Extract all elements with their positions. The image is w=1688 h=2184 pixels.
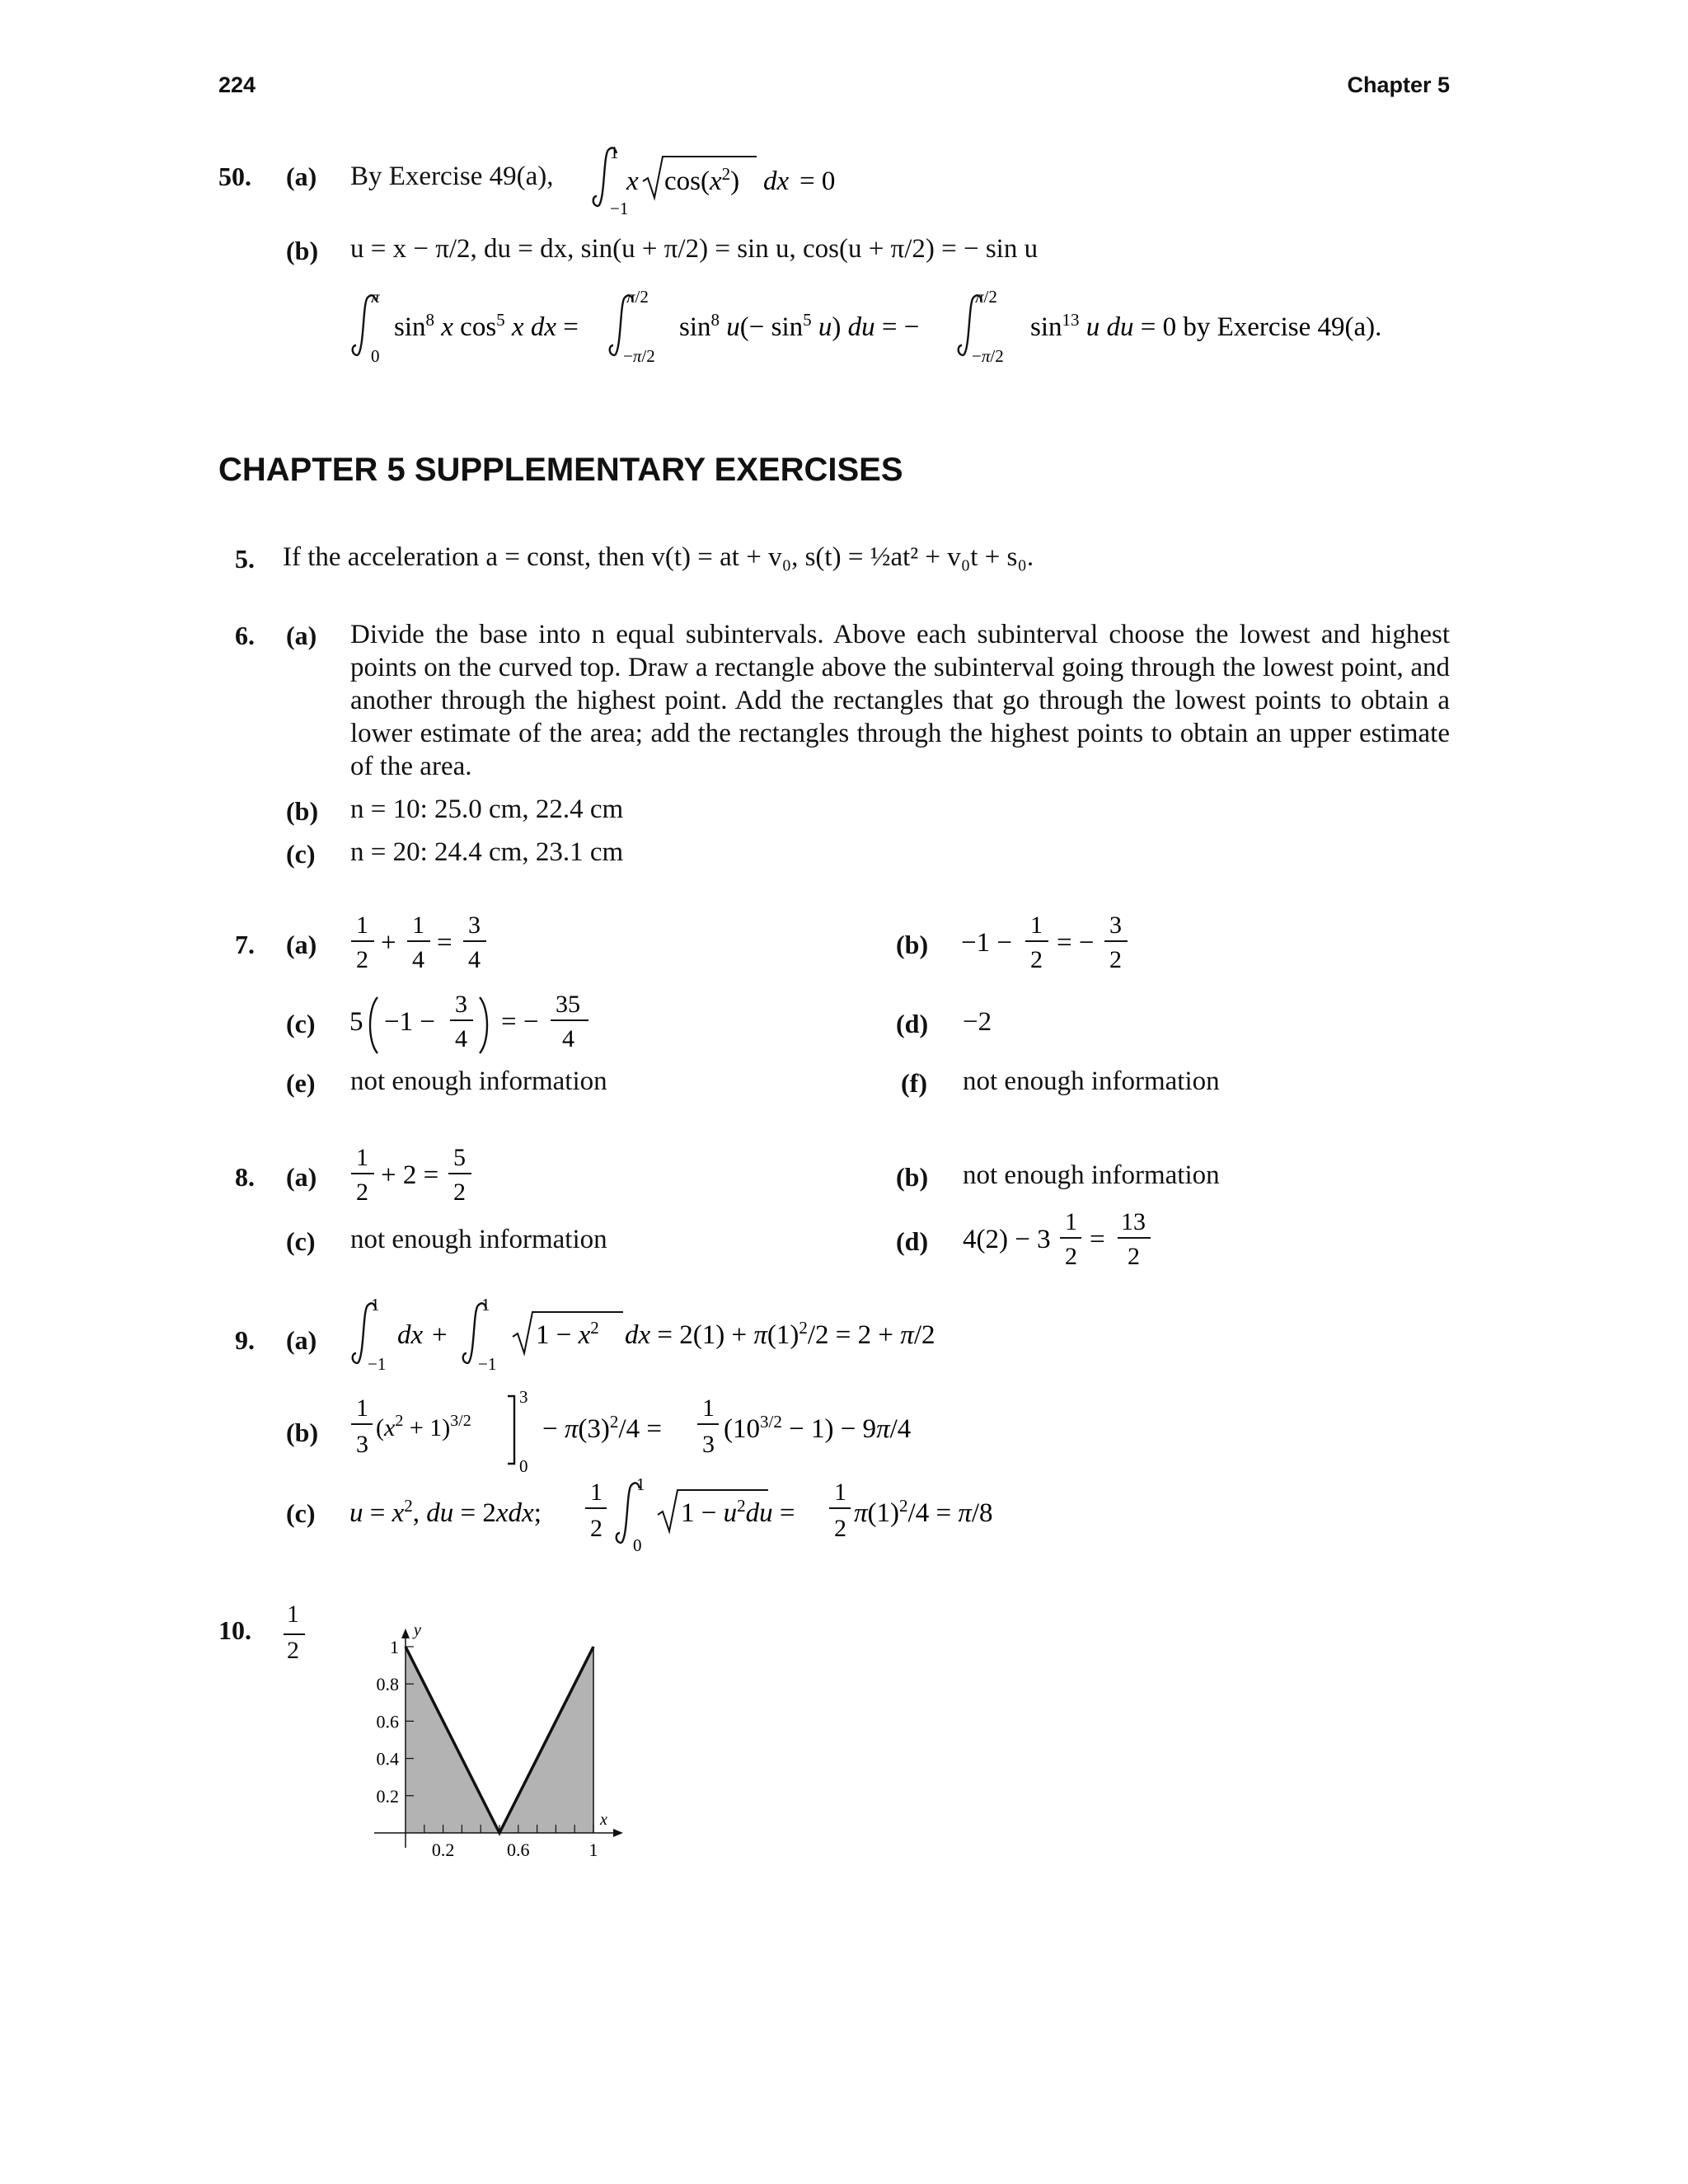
svg-text:−π/2: −π/2 — [972, 346, 1004, 366]
answer-10-fraction — [280, 1601, 310, 1670]
formula-8a-svg — [346, 1137, 511, 1212]
fraction-numerator: 1 — [287, 1601, 299, 1628]
answer-8c: not enough information — [350, 1225, 607, 1254]
svg-text:−1 −: −1 − — [384, 1007, 435, 1037]
answer-7f: not enough information — [963, 1066, 1220, 1096]
x-axis-label: x — [600, 1811, 607, 1829]
svg-text:1: 1 — [1065, 1208, 1077, 1235]
exercise-number: 8. — [235, 1162, 255, 1192]
part-label: (c) — [286, 1226, 316, 1256]
part-label: (d) — [896, 1226, 929, 1256]
chart-area-fill — [406, 1647, 593, 1833]
formula-50a — [587, 138, 859, 221]
svg-text:dx: dx — [397, 1320, 424, 1350]
svg-text:1 − u2du =: $1 - u^2du$ = — [681, 1496, 795, 1528]
svg-text:0: 0 — [519, 1456, 528, 1476]
part-label: (b) — [286, 236, 319, 265]
chart-10-svg — [354, 1607, 643, 1871]
svg-text:dx = 2(1) + π(1)2/2 = 2 + π/2: dx = $2(1) + \pi(1)^2/2 = 2 + \pi/2$ — [625, 1318, 935, 1350]
svg-text:= −: = − — [501, 1007, 539, 1037]
formula-9c — [346, 1469, 1055, 1559]
fraction-denominator: 2 — [287, 1637, 299, 1664]
svg-text:2: 2 — [1065, 1243, 1077, 1270]
svg-text:2: 2 — [453, 1179, 466, 1206]
x-tick-label: 0.2 — [431, 1840, 455, 1860]
part-label: (c) — [286, 1498, 316, 1528]
part-label: (a) — [286, 930, 317, 959]
part-label: (b) — [286, 1418, 319, 1447]
part-label: (d) — [896, 1009, 929, 1038]
svg-text:π/2: π/2 — [626, 287, 649, 307]
answer-6c: n = 20: 24.4 cm, 23.1 cm — [350, 837, 624, 867]
y-tick-label: 0.6 — [376, 1711, 399, 1732]
answer-6b: n = 10: 25.0 cm, 22.4 cm — [350, 794, 624, 824]
svg-text:π/2: π/2 — [975, 287, 997, 307]
formula-7c — [346, 982, 610, 1062]
y-axis-arrow — [401, 1629, 410, 1638]
exercise-text: If the acceleration a = const, then v(t) = at + v₀, s(t) = ½at² + v₀t + s₀. — [283, 542, 1034, 572]
svg-text:5: 5 — [453, 1144, 466, 1171]
part-label: (a) — [286, 1325, 317, 1355]
svg-text:− π(3)2/4 =: − $\pi(3)^2/4$ = — [542, 1412, 662, 1444]
part-label: (a) — [286, 162, 317, 191]
y-tick-label: 0.2 — [376, 1785, 399, 1807]
svg-text:2: 2 — [834, 1515, 846, 1542]
exercise-number: 10. — [218, 1615, 251, 1645]
svg-text:1: 1 — [610, 143, 619, 162]
formula-50b-line2-svg — [346, 284, 1434, 367]
svg-text:0: 0 — [371, 346, 380, 366]
svg-text:sin13 u du = 0 by Exercise 49(: $\sin^{13} u$ du = 0 by Exercise 49(a). — [1030, 310, 1382, 342]
svg-text:+: + — [381, 928, 396, 958]
part-label: (a) — [286, 621, 317, 650]
svg-text:3: 3 — [356, 1431, 368, 1458]
part-label: (c) — [286, 1009, 316, 1038]
fraction-bar — [284, 1633, 305, 1635]
formula-50b-line2 — [346, 284, 1434, 367]
exercise-number: 9. — [235, 1325, 255, 1355]
svg-text:=: = — [1090, 1225, 1105, 1254]
svg-text:x: x — [626, 166, 639, 196]
formula-50a-svg — [587, 138, 859, 221]
svg-text:1: 1 — [412, 912, 424, 939]
svg-text:(103/2 − 1) − 9π/4: $(10^{3/2} - 1) - 9\pi/4$ — [724, 1412, 912, 1444]
svg-text:−1: −1 — [478, 1354, 497, 1374]
x-tick-label: 1 — [588, 1840, 598, 1860]
svg-text:1: 1 — [834, 1479, 846, 1506]
svg-text:+: + — [432, 1320, 448, 1350]
svg-text:13: 13 — [1121, 1208, 1146, 1235]
answer-8b: not enough information — [963, 1160, 1220, 1190]
svg-text:=: = — [437, 928, 452, 958]
part-text: By Exercise 49(a), — [350, 162, 554, 191]
formula-9b-svg — [346, 1386, 1006, 1477]
formula-7a — [346, 905, 511, 979]
svg-text:1: 1 — [356, 1394, 368, 1422]
svg-text:u = x2, du = 2xdx;: $u = x^2$, du = 2xdx; — [349, 1496, 542, 1528]
svg-text:2: 2 — [356, 946, 368, 973]
formula-9a — [346, 1292, 1006, 1375]
chart-10 — [354, 1607, 643, 1871]
svg-text:4(2) − 3: 4(2) − 3 — [963, 1225, 1051, 1254]
y-tick-label: 1 — [390, 1637, 399, 1657]
svg-text:cos(x2): $\cos(x^2)$ — [664, 164, 740, 196]
answer-7d: −2 — [963, 1007, 992, 1037]
svg-text:−1: −1 — [368, 1354, 387, 1374]
svg-text:1 − x2: $1 - x^2$ — [536, 1318, 599, 1350]
formula-7b — [956, 905, 1154, 979]
svg-text:π: π — [371, 287, 380, 307]
svg-text:2: 2 — [1128, 1243, 1140, 1270]
paragraph-6a: Divide the base into n equal subintervals. Above each subinterval choose the lowest and highest points on the curved top. Draw a rectangle above the subinterval going through the lowest point, and another through the highest point. Add the rectangles that go through the lowest points to obtain a lower estimate of the area; add the rectangles through the highest points to obtain an upper estimate of the area. — [350, 620, 1450, 781]
svg-text:−π/2: −π/2 — [623, 346, 655, 366]
part-label: (b) — [286, 796, 319, 826]
exercise-number: 50. — [218, 162, 251, 191]
exercise-number: 7. — [235, 930, 255, 959]
svg-text:1: 1 — [702, 1394, 715, 1422]
chart-area-layer — [406, 1647, 593, 1833]
svg-text:1: 1 — [636, 1474, 645, 1494]
svg-text:−1 −: −1 − — [961, 928, 1012, 958]
svg-text:3: 3 — [1109, 912, 1122, 939]
svg-text:2: 2 — [1109, 946, 1122, 973]
x-axis-arrow — [613, 1829, 623, 1837]
svg-text:= 0: = 0 — [799, 166, 836, 196]
formula-8d — [956, 1202, 1170, 1276]
formula-7a-svg — [346, 905, 511, 979]
svg-text:4: 4 — [468, 946, 481, 973]
y-axis-label: y — [414, 1621, 421, 1639]
part-label: (c) — [286, 839, 316, 869]
svg-text:2: 2 — [1030, 946, 1043, 973]
svg-text:4: 4 — [412, 946, 424, 973]
svg-text:3: 3 — [468, 912, 481, 939]
part-label: (f) — [901, 1068, 927, 1098]
part-label: (e) — [286, 1068, 316, 1098]
part-label: (b) — [896, 930, 929, 959]
svg-text:1: 1 — [590, 1479, 603, 1506]
answer-7e: not enough information — [350, 1066, 607, 1096]
part-label: (a) — [286, 1162, 317, 1192]
svg-text:5: 5 — [349, 1007, 363, 1037]
svg-text:4: 4 — [562, 1025, 574, 1052]
y-tick-label: 0.4 — [376, 1748, 399, 1769]
svg-text:3: 3 — [455, 991, 467, 1018]
svg-text:dx: dx — [763, 166, 790, 196]
svg-text:1: 1 — [1030, 912, 1043, 939]
svg-text:0: 0 — [633, 1535, 642, 1555]
formula-9b — [346, 1386, 1006, 1477]
formula-8d-svg — [956, 1202, 1170, 1276]
svg-text:1: 1 — [356, 1144, 368, 1171]
y-tick-label: 0.8 — [376, 1674, 399, 1695]
svg-text:3: 3 — [519, 1387, 528, 1407]
svg-text:−1: −1 — [610, 199, 629, 218]
svg-text:3: 3 — [702, 1431, 715, 1458]
svg-text:(x2 + 1)3/2: $(x^2 + 1)^{3/2}$ — [376, 1412, 471, 1441]
formula-8a — [346, 1137, 511, 1212]
formula-7b-svg — [956, 905, 1154, 979]
section-title: CHAPTER 5 SUPPLEMENTARY EXERCISES — [218, 452, 903, 488]
svg-text:4: 4 — [455, 1025, 467, 1052]
formula-50b-line1: u = x − π/2, du = dx, sin(u + π/2) = sin u, cos(u + π/2) = − sin u — [350, 234, 1039, 264]
x-tick-label: 0.6 — [507, 1840, 530, 1860]
formula-9c-svg — [346, 1469, 1055, 1559]
svg-text:sin8 u(− sin5 u) du = −: $\sin^8 u(- \sin^5 u)$ du = − — [679, 310, 920, 342]
svg-text:1: 1 — [356, 912, 368, 939]
formula-7c-svg — [346, 982, 610, 1062]
part-label: (b) — [896, 1162, 929, 1192]
svg-text:= −: = − — [1057, 928, 1095, 958]
svg-text:35: 35 — [556, 991, 580, 1018]
svg-text:1: 1 — [371, 1295, 380, 1315]
svg-text:+ 2 =: + 2 = — [381, 1160, 439, 1190]
exercise-number: 6. — [235, 621, 255, 650]
svg-text:1: 1 — [481, 1295, 490, 1315]
svg-text:π(1)2/4 = π/8: $\pi(1)^2/4 = \pi/8$ — [854, 1496, 993, 1528]
svg-text:2: 2 — [356, 1179, 368, 1206]
exercise-number: 5. — [235, 544, 255, 574]
svg-text:2: 2 — [590, 1515, 603, 1542]
page-number: 224 — [218, 73, 256, 97]
svg-text:sin8 x cos5 x dx =: $\sin^8 x$ $\cos^5 x$ dx = — [394, 310, 579, 342]
chapter-label: Chapter 5 — [1347, 73, 1450, 97]
formula-9a-svg — [346, 1292, 1006, 1375]
